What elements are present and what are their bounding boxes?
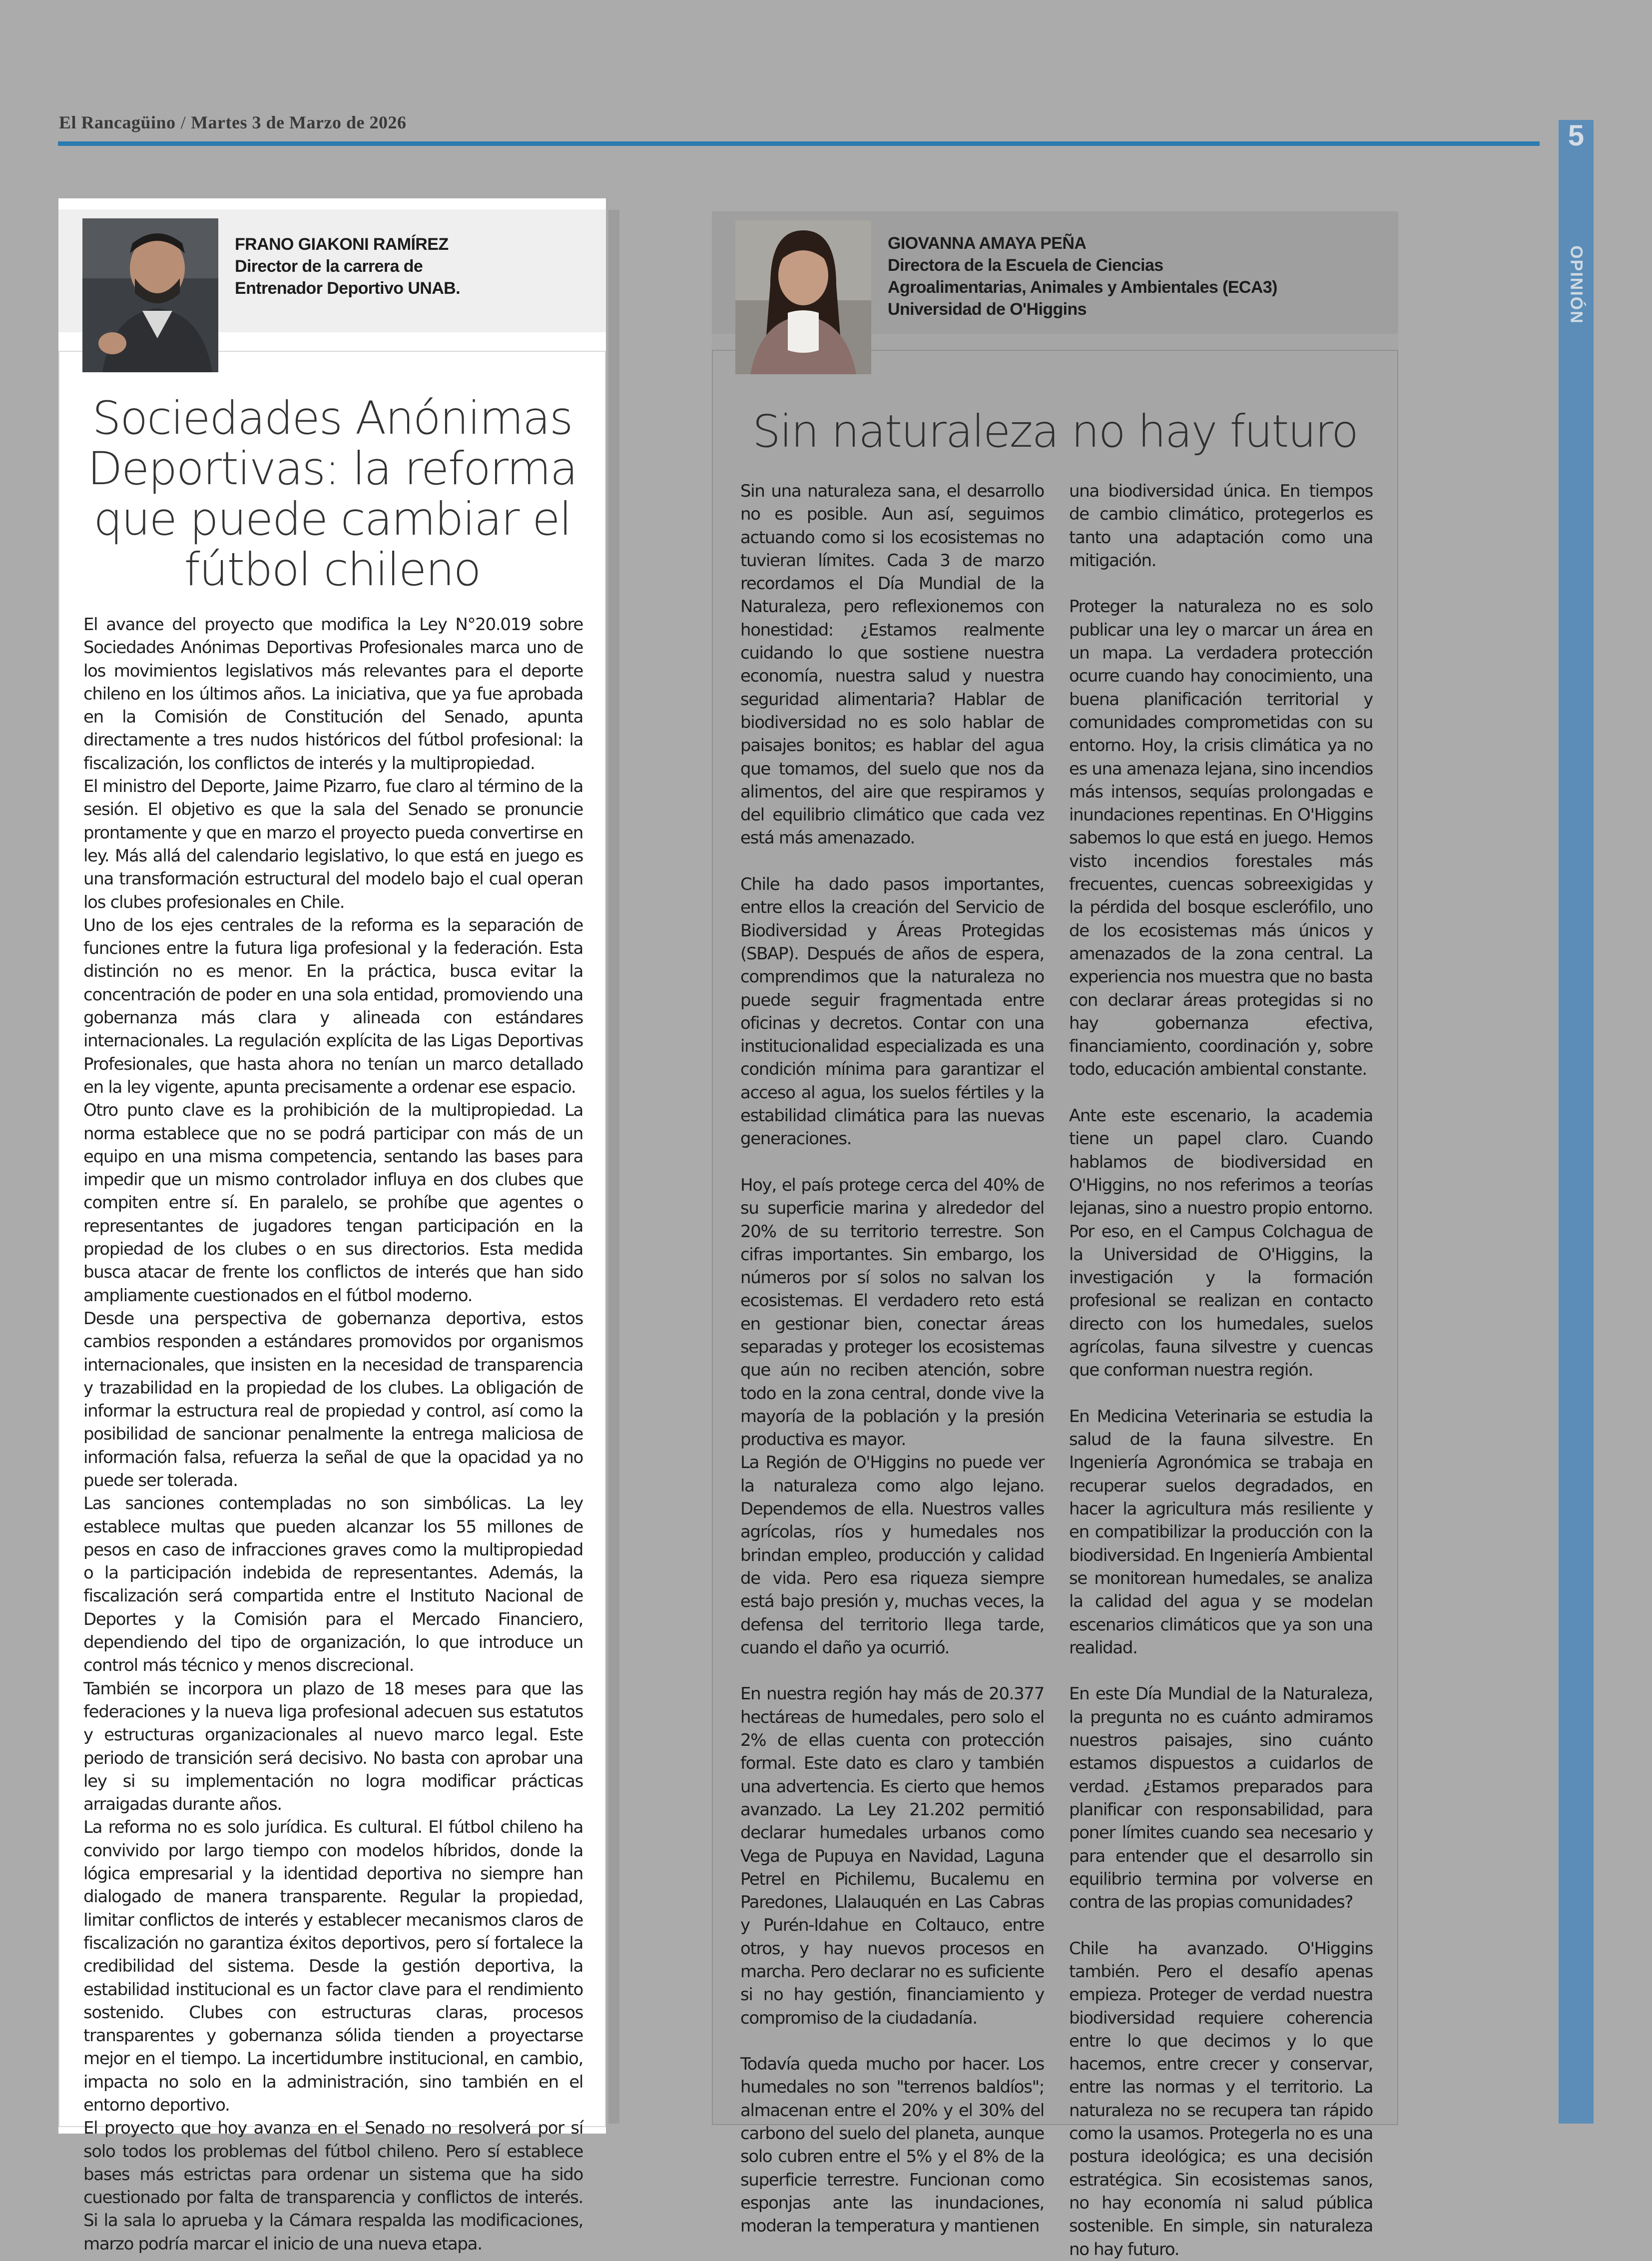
issue-date: Martes 3 de Marzo de 2026 (191, 112, 407, 132)
right-paragraph: Chile ha avanzado. O'Higgins también. Pero el desafío apenas empieza. Proteger de verdad nuestra biodiversidad requiere coherencia entre lo que decimos y lo que hacemos, entre crecer y conservar, entre las normas y el territorio. La naturaleza no se recupera tan rápido como la usamos. Protegerla no es una postura ideológica; es una decisión estratégica. Sin ecosistemas sanos, no hay economía ni salud pública sostenible. En simple, sin naturaleza no hay futuro. (1069, 1938, 1373, 2260)
right-paragraph: Hoy, el país protege cerca del 40% de su superficie marina y alrededor del 20% de su territorio terrestre. Son cifras importantes. Sin embargo, los números por sí solos no salvan los ecosistemas. El verdadero reto está en gestionar bien, conectar áreas separadas y proteger los ecosistemas que aún no reciben atención, sobre todo en la zona central, donde vive la mayoría de la población y la presión productiva es mayor. (740, 1175, 1044, 1450)
right-text-column-1 (740, 480, 1044, 2261)
left-paragraph: También se incorpora un plazo de 18 meses para que las federaciones y la nueva liga profesional adecuen sus estatutos y estructuras organizacionales al nuevo marco legal. Este periodo de transición será decisivo. No basta con aprobar una ley si su implementación no logra modificar prácticas arraigadas durante años. (83, 1678, 583, 1815)
right-article-title: Sin naturaleza no hay futuro (752, 405, 1358, 457)
right-article (712, 211, 1398, 2260)
left-paragraph: El ministro del Deporte, Jaime Pizarro, fue claro al término de la sesión. El objetivo es que la sala del Senado se pronuncie prontamente y que en marzo el proyecto pueda convertirse en ley. Más allá del calendario legislativo, lo que está en juego es una transformación estructural del modelo bajo el cual operan los clubes profesionales en Chile. (83, 776, 583, 912)
header-rule (58, 141, 1540, 146)
author-photo-giovanna (735, 220, 871, 374)
right-paragraph: Proteger la naturaleza no es solo publicar una ley o marcar un área en un mapa. La verdadera protección ocurre cuando hay conocimiento, una buena planificación territorial y comunidades comprometidas con su entorno. Hoy, la crisis climática ya no es una amenaza lejana, sino incendios más intensos, sequías prolongadas e inundaciones repentinas. En O'Higgins sabemos lo que está en juego. Hemos visto incendios forestales más frecuentes, cuencas sobreexigidas y la pérdida del bosque esclerófilo, uno de los ecosistemas más únicos y amenazados de la zona central. La experiencia nos muestra que no basta con declarar áreas protegidas si no hay gobernanza efectiva, financiamiento, coordinación y, sobre todo, educación ambiental constante. (1069, 597, 1373, 1080)
right-article-body (740, 480, 1373, 2261)
left-article (58, 198, 606, 2254)
right-text-column-2 (1069, 480, 1373, 2261)
left-paragraph: Uno de los ejes centrales de la reforma es la separación de funciones entre la futura liga profesional y la federación. Esta distinción no es menor. En la práctica, busca evitar la concentración de poder en una sola entidad, promoviendo una gobernanza más clara y alineada con estándares internacionales. La regulación explícita de las Ligas Deportivas Profesionales, que hasta ahora no tenían un marco detallado en la ley vigente, apunta precisamente a ordenar ese espacio. (83, 915, 583, 1097)
section-label (1558, 210, 1594, 360)
right-paragraph: En este Día Mundial de la Naturaleza, la pregunta no es cuánto admiramos nuestros paisajes, sino cuánto estamos dispuestos a cuidarlos de verdad. ¿Estamos preparados para planificar con responsabilidad, para poner límites cuando sea necesario y para entender que el desarrollo sin equilibrio termina por volverse en contra de las propias comunidades? (1069, 1684, 1373, 1913)
right-paragraph: Sin una naturaleza sana, el desarrollo no es posible. Aun así, seguimos actuando como si los ecosistemas no tuvieran límites. Cada 3 de marzo recordamos el Día Mundial de la Naturaleza, pero reflexionemos con honestidad: ¿Estamos realmente cuidando lo que sostiene nuestra economía, nuestra salud y nuestra seguridad alimentaria? Hablar de biodiversidad no es solo hablar de paisajes bonitos; es hablar del agua que tomamos, del suelo que nos da alimentos, del aire que respiramos y del equilibrio climático que cada vez está más amenazado. (740, 481, 1044, 848)
right-paragraph: En Medicina Veterinaria se estudia la salud de la fauna silvestre. En Ingeniería Agronómica se trabaja en recuperar suelos degradados, en hacer la agricultura más resiliente y en compatibilizar la producción con la biodiversidad. En Ingeniería Ambiental se monitorean humedales, se analiza la calidad del agua y se modelan escenarios climáticos que ya son una realidad. (1069, 1406, 1373, 1658)
section-sidebar (1559, 120, 1594, 2124)
left-author-role-2: Entrenador Deportivo UNAB. (235, 279, 460, 298)
right-paragraph: Ante este escenario, la academia tiene un papel claro. Cuando hablamos de biodiversidad en O'Higgins, no nos referimos a teorías lejanas, sino a nuestro propio entorno. Por eso, en el Campus Colchagua de la Universidad de O'Higgins, la investigación y la formación profesional se realizan en contacto directo con los humedales, suelos agrícolas, fauna silvestre y cuencas que conforman nuestra región. (1069, 1106, 1373, 1381)
left-paragraph: Las sanciones contempladas no son simbólicas. La ley establece multas que pueden alcanzar los 55 millones de pesos en caso de infracciones graves como la multipropiedad o la participación indebida de representantes. Además, la fiscalización será compartida entre el Instituto Nacional de Deportes y la Comisión para el Mercado Financiero, dependiendo del tipo de organización, lo que introduce un control más técnico y menos discrecional. (83, 1494, 583, 1676)
right-paragraph: Todavía queda mucho por hacer. Los humedales no son "terrenos baldíos"; almacenan entre el 20% y el 30% del carbono del suelo del planeta, aunque solo cubren entre el 5% y el 8% de la superficie terrestre. Funcionan como esponjas ante las inundaciones, moderan la temperatura y mantienen (740, 2054, 1044, 2237)
left-article-title: Sociedades Anónimas Deportivas: la reforma que puede cambiar el fútbol chileno (87, 392, 577, 596)
right-author-role-2: Agroalimentarias, Animales y Ambientales (ECA3) (888, 278, 1277, 297)
section-label-text: OPINIÓN (1567, 245, 1586, 324)
right-paragraph: una biodiversidad única. En tiempos de cambio climático, protegerlos es tanto una adaptación como una mitigación. (1069, 481, 1373, 571)
left-paragraph: El avance del proyecto que modifica la Ley N°20.019 sobre Sociedades Anónimas Deportivas Profesionales marca uno de los movimientos legislativos más relevantes para el deporte chileno en los últimos años. La iniciativa, que ya fue aprobada en la Comisión de Constitución del Senado, apunta directamente a tres nudos históricos del fútbol profesional: la fiscalización, los conflictos de interés y la multipropiedad. (83, 615, 583, 773)
author-photo-frano (82, 218, 218, 372)
page-number: 5 (1568, 119, 1585, 152)
left-column-shadow (608, 210, 619, 2124)
right-author-role-3: Universidad de O'Higgins (888, 300, 1087, 319)
masthead (59, 112, 406, 133)
left-author-name: FRANO GIAKONI RAMÍREZ (235, 235, 449, 254)
right-paragraph: Chile ha dado pasos importantes, entre ellos la creación del Servicio de Biodiversidad y Áreas Protegidas (SBAP). Después de años de espera, comprendimos que la naturaleza no puede seguir fragmentada entre oficinas y decretos. Contar con una institucionalidad especializada es una condición mínima para garantizar el acceso al agua, los suelos fértiles y la estabilidad climática para las nuevas generaciones. (740, 874, 1044, 1149)
left-author-role-1: Director de la carrera de (235, 257, 423, 276)
left-paragraph: La reforma no es solo jurídica. Es cultural. El fútbol chileno ha convivido por largo tiempo con modelos híbridos, donde la lógica empresarial y la identidad deportiva no siempre han dialogado de manera transparente. Regular la propiedad, limitar conflictos de interés y establecer mecanismos claros de fiscalización no garantiza éxitos deportivos, pero sí fortalece la credibilidad del sistema. Desde la gestión deportiva, la estabilidad institucional es un factor clave para el rendimiento sostenido. Clubes con estructuras claras, procesos transparentes y gobernanza sólida tienden a proyectarse mejor en el tiempo. La incertidumbre institucional, en cambio, impacta no solo en la administración, sino también en el entorno deportivo. (83, 1817, 583, 2115)
right-paragraph: La Región de O'Higgins no puede ver la naturaleza como algo lejano. Dependemos de ella. Nuestros valles agrícolas, ríos y humedales nos brindan empleo, producción y calidad de vida. Pero esa riqueza siempre está bajo presión y, muchas veces, la defensa del territorio llega tarde, cuando el daño ya ocurrió. (740, 1453, 1044, 1658)
masthead-separator: / (180, 112, 186, 132)
left-article-body (83, 613, 583, 2256)
right-paragraph: En nuestra región hay más de 20.377 hectáreas de humedales, pero solo el 2% de ellas cuenta con protección formal. Este dato es claro y también una advertencia. Es cierto que hemos avanzado. La Ley 21.202 permitió declarar humedales urbanos como Vega de Pupuya en Navidad, Laguna Petrel en Pichilemu, Bucalemu en Paredones, Llalauquén en Las Cabras y Purén-Idahue en Coltauco, entre otros, y hay nuevos procesos en marcha. Pero declarar no es suficiente si no hay gestión, financiamiento y compromiso de la ciudadanía. (740, 1684, 1044, 2028)
right-author-info (888, 232, 1277, 320)
left-paragraph: Desde una perspectiva de gobernanza deportiva, estos cambios responden a estándares promovidos por organismos internacionales, que insisten en la necesidad de transparencia y trazabilidad en la propiedad de los clubes. La obligación de informar la estructura real de propiedad y control, así como la posibilidad de sancionar penalmente la entrega maliciosa de información falsa, refuerza la señal de que la opacidad ya no puede ser tolerada. (83, 1308, 583, 1491)
left-author-info (235, 233, 460, 299)
left-paragraph: Otro punto clave es la prohibición de la multipropiedad. La norma establece que no se podrá participar con más de un equipo en una misma competencia, sentando las bases para impedir que un mismo controlador influya en dos clubes que compiten entre sí. En paralelo, se prohíbe que agentes o representantes de jugadores tengan participación en la propiedad de los clubes o en sus directorios. Esta medida busca atacar de frente los conflictos de interés que han sido ampliamente cuestionados en el fútbol moderno. (83, 1100, 583, 1306)
right-author-role-1: Directora de la Escuela de Ciencias (888, 256, 1163, 275)
left-paragraph: El proyecto que hoy avanza en el Senado no resolverá por sí solo todos los problemas del fútbol chileno. Pero sí establece bases más estrictas para ordenar un sistema que ha sido cuestionado por falta de transparencia y conflictos de interés. Si la sala lo aprueba y la Cámara respalda las modificaciones, marzo podría marcar el inicio de una nueva etapa. (83, 2118, 583, 2254)
newspaper-name: El Rancagüino (59, 112, 176, 132)
right-author-name: GIOVANNA AMAYA PEÑA (888, 234, 1087, 253)
